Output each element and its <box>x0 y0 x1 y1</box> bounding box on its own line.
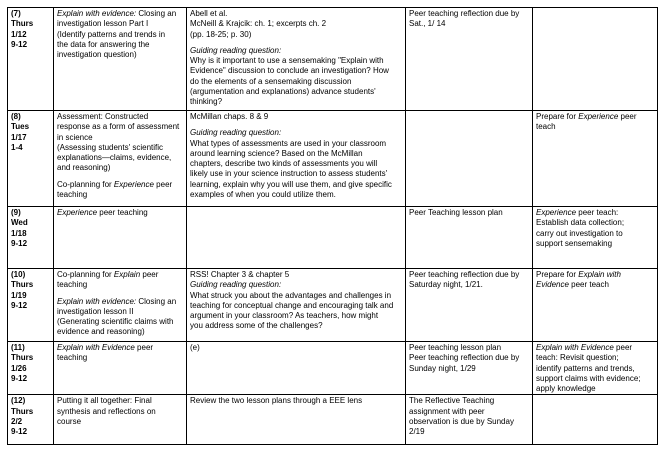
topic-cell: Assessment: Constructed response as a form of assessment in science (Assessing students' scientific explanations—claims, evidence, and reasoning) Co-planning for Experience peer teaching <box>54 111 187 207</box>
schedule-table <box>7 7 658 445</box>
session-cell: (8) Tues 1/17 1-4 <box>8 111 54 207</box>
topic-cell: Co-planning for Explain peer teaching Explain with evidence: Closing an investigation lesson II (Generating scientific claims with evidence and reasoning) <box>54 269 187 342</box>
session-cell: (7) Thurs 1/12 9-12 <box>8 8 54 111</box>
prepare-cell: Prepare for Explain with Evidence peer teach <box>533 269 658 342</box>
readings-cell: RSS! Chapter 3 & chapter 5 Guiding reading question: What struck you about the advantages and challenges in teaching for conceptual change and encouraging talk and argument in your classroom? As teachers, how might you address some of the challenges? <box>187 269 406 342</box>
due-cell: Peer Teaching lesson plan <box>406 207 533 269</box>
session-cell: (10) Thurs 1/19 9-12 <box>8 269 54 342</box>
prepare-cell <box>533 8 658 111</box>
table-row <box>8 395 658 445</box>
due-cell: Peer teaching reflection due by Saturday night, 1/21. <box>406 269 533 342</box>
due-cell: The Reflective Teaching assignment with peer observation is due by Sunday 2/19 <box>406 395 533 445</box>
due-cell <box>406 111 533 207</box>
prepare-cell: Explain with Evidence peer teach: Revisit question; identify patterns and trends, support claims with evidence; apply knowledge <box>533 342 658 395</box>
topic-cell: Explain with Evidence peer teaching <box>54 342 187 395</box>
readings-cell: (e) <box>187 342 406 395</box>
table-row <box>8 111 658 207</box>
table-row <box>8 207 658 269</box>
readings-cell <box>187 207 406 269</box>
topic-cell: Putting it all together: Final synthesis and reflections on course <box>54 395 187 445</box>
topic-cell: Experience peer teaching <box>54 207 187 269</box>
prepare-cell <box>533 395 658 445</box>
session-cell: (11) Thurs 1/26 9-12 <box>8 342 54 395</box>
prepare-cell: Experience peer teach: Establish data collection; carry out investigation to support sensemaking <box>533 207 658 269</box>
prepare-cell: Prepare for Experience peer teach <box>533 111 658 207</box>
session-cell: (9) Wed 1/18 9-12 <box>8 207 54 269</box>
session-cell: (12) Thurs 2/2 9-12 <box>8 395 54 445</box>
due-cell: Peer teaching lesson plan Peer teaching reflection due by Sunday night, 1/29 <box>406 342 533 395</box>
due-cell: Peer teaching reflection due by Sat., 1/ 14 <box>406 8 533 111</box>
table-row <box>8 8 658 111</box>
topic-cell: Explain with evidence: Closing an investigation lesson Part I (Identify patterns and trends in the data for answering the investigation question) <box>54 8 187 111</box>
readings-cell: Abell et al. McNeill & Krajcik: ch. 1; excerpts ch. 2 (pp. 18-25; p. 30) Guiding reading question: Why is it important to use a sensemaking "Explain with Evidence" discussion to conclude an investigation? How do the elements of a sensemaking discussion (argumentation and explanations) advance students' thinking? <box>187 8 406 111</box>
readings-cell: Review the two lesson plans through a EEE lens <box>187 395 406 445</box>
readings-cell: McMillan chaps. 8 & 9 Guiding reading question: What types of assessments are used in your classroom around learning science? Based on the McMillan chapters, describe two kinds of assessments you will likely use in your science instruction to assess students' learning, explain why you will use them, and give specific examples of when you could utilize them. <box>187 111 406 207</box>
table-row <box>8 269 658 342</box>
table-row <box>8 342 658 395</box>
